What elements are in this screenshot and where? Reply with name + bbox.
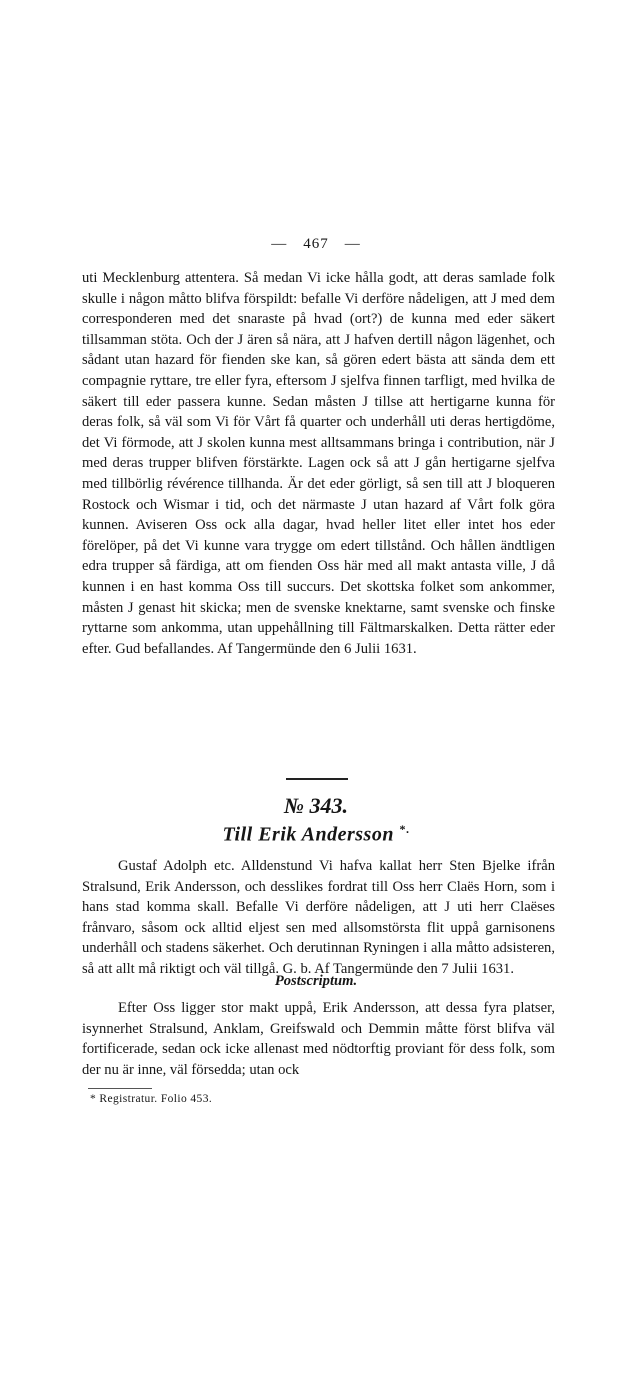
continuation-text-block — [82, 268, 555, 659]
letter-title-line — [0, 822, 632, 847]
letter-number: № 343. — [283, 793, 349, 818]
continuation-paragraph: uti Mecklenburg attentera. Så medan Vi icke hålla godt, att deras samlade folk skulle i någon måtto blifva förspildt: befalle Vi derföre nådeligen, att J med dem corresponderen med det snaraste på hvad (ort?) de kunna med eder säkert tillsamman stöta. Och der J ären så nära, att J hafven dertill någon lägenhet, och sådant utan hazard för fienden ske kan, så gören edert bästa att sända dem ett compagnie ryttare, tre eller fyra, eftersom J sjelfva finnen tarfligt, med hvilka de säkert till eder passera kunne. Sedan måsten J tillse att hertigarne kunna för deras folk, så väl som Vi för Vårt få quarter och underhåll uti deras hertigdöme, det Vi förmode, att J skolen kunna mest alltsammans bringa i contribution, när J med deras trupper blifven förstärkte. Lagen ock så att J gån hertigarne sjelfva med tillbörlig révérence tillhanda. Är det eder görligt, så sen till att J bloqueren Rostock och Wismar i tid, och det närmaste J utan hazard af Vårt folk göra kunnen. Aviseren Oss ock alla dagar, hvad heller litet eller intet hos eder förelöper, på det Vi kunne vara trygge om edert tillstånd. Och hållen ändtligen edra trupper så färdiga, att om fienden Oss här med all makt antasta ville, J då kunnen i en hast komma Oss till succurs. Det skottska folket som ankommer, måsten J genast hit skicka; men de svenske knektarne, samt svenske och finske ryttarne som ankomma, utan uppehållning till Fältmarskalken. Detta rätter eder efter. Gud befallandes. Af Tangermünde den 6 Julii 1631. — [82, 270, 555, 657]
postscript-paragraph: Efter Oss ligger stor makt uppå, Erik Andersson, att dessa fyra platser, isynnerhet Stralsund, Anklam, Greifswald och Demmin måtte först blifva väl fortificerade, sedan ock icke allenast med nödtorftig proviant för dess folk, som der nu är inne, väl försedda; utan ock — [82, 1000, 555, 1078]
postscript-heading: Postscriptum. — [274, 973, 358, 989]
page-number: 467 — [303, 236, 329, 252]
footnote-rule — [88, 1088, 152, 1089]
letter-title: Till Erik Andersson — [222, 823, 394, 846]
footnote-marker: *. — [399, 822, 410, 836]
section-divider — [286, 778, 348, 780]
page-number-dash-left: — — [271, 236, 288, 252]
page-number-header — [0, 236, 632, 253]
letter-body-paragraph: Gustaf Adolph etc. Alldenstund Vi hafva kallat herr Sten Bjelke ifrån Stralsund, Erik Andersson, och desslikes fordrat till Oss herr Claës Horn, som i hans stad komma skall. Befalle Vi derföre nådeligen, att J uti herr Claëses frånvaro, såsom ock alltid eljest sen med allsomstörsta flit uppå garnisonens underhåll och stadens säkerhet. Och derutinnan Ryningen i alla måtto adsisteren, så att allt må riktigt och väl tillgå. G. b. Af Tangermünde den 7 Julii 1631. — [82, 858, 555, 977]
postscript-body-block — [82, 998, 555, 1080]
letter-body-block — [82, 856, 555, 980]
page-number-dash-right: — — [344, 236, 361, 252]
footnote: * Registratur. Folio 453. — [90, 1093, 213, 1105]
